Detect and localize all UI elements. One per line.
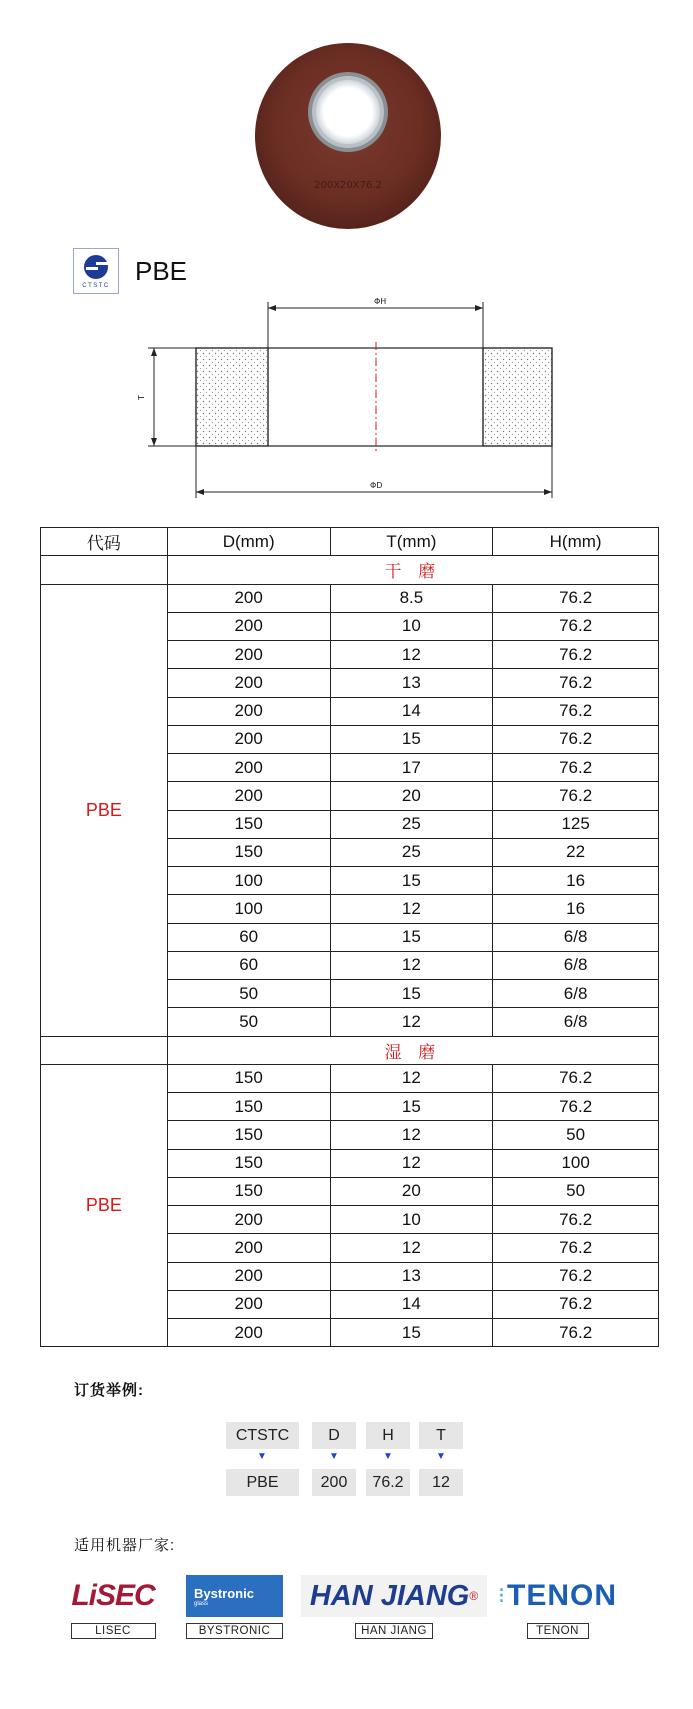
t-cell: 15 <box>330 980 493 1008</box>
h-cell: 76.2 <box>493 1290 659 1318</box>
spec-table <box>40 527 659 1347</box>
h-cell: 76.2 <box>493 1093 659 1121</box>
h-cell: 76.2 <box>493 782 659 810</box>
order-example-title: 订货举例: <box>74 1382 144 1399</box>
dimension-d-label: ΦD <box>370 481 383 490</box>
down-arrow-icon: ▼ <box>383 1451 393 1462</box>
h-cell: 76.2 <box>493 1206 659 1234</box>
grinding-wheel-photo <box>254 42 442 230</box>
t-cell: 20 <box>330 1177 493 1205</box>
t-cell: 12 <box>330 895 493 923</box>
d-cell: 200 <box>167 1319 330 1347</box>
h-cell: 76.2 <box>493 1319 659 1347</box>
d-cell: 150 <box>167 1177 330 1205</box>
t-cell: 25 <box>330 838 493 866</box>
maker-bystronic <box>186 1575 283 1639</box>
dimension-t-label: T <box>137 395 146 400</box>
bystronic-logo-text: Bystronic <box>194 1585 254 1601</box>
d-cell: 150 <box>167 1121 330 1149</box>
order-top-t: T <box>419 1422 463 1449</box>
order-top-d: D <box>312 1422 356 1449</box>
down-arrow-icon: ▼ <box>436 1451 446 1462</box>
t-cell: 12 <box>330 1008 493 1036</box>
lisec-logo-text: LiSEC <box>71 1579 155 1612</box>
d-cell: 100 <box>167 895 330 923</box>
d-cell: 200 <box>167 725 330 753</box>
h-cell: 76.2 <box>493 1234 659 1262</box>
t-cell: 10 <box>330 612 493 640</box>
table-header-row <box>41 528 659 556</box>
bystronic-logo-sub: glass <box>194 1600 209 1607</box>
section-row <box>41 1036 659 1064</box>
d-cell: 200 <box>167 641 330 669</box>
cross-section-diagram <box>130 292 580 504</box>
t-cell: 12 <box>330 1234 493 1262</box>
h-cell: 6/8 <box>493 923 659 951</box>
section-title: 干 磨 <box>167 556 658 584</box>
bystronic-logo <box>186 1575 283 1617</box>
d-cell: 60 <box>167 951 330 979</box>
t-cell: 20 <box>330 782 493 810</box>
makers-title: 适用机器厂家: <box>74 1537 176 1554</box>
header-code: 代码 <box>41 528 168 556</box>
t-cell: 12 <box>330 641 493 669</box>
t-cell: 8.5 <box>330 584 493 612</box>
d-cell: 200 <box>167 1262 330 1290</box>
product-code-cell: PBE <box>41 584 168 1036</box>
h-cell: 22 <box>493 838 659 866</box>
brand-header <box>73 248 187 294</box>
h-cell: 16 <box>493 867 659 895</box>
tenon-logo <box>498 1575 617 1617</box>
section-blank-cell <box>41 1036 168 1064</box>
d-cell: 150 <box>167 1064 330 1092</box>
dimension-h-label: ΦH <box>374 297 387 306</box>
d-cell: 60 <box>167 923 330 951</box>
hanjiang-logo <box>301 1575 487 1617</box>
t-cell: 25 <box>330 810 493 838</box>
maker-label: HAN JIANG <box>355 1623 433 1639</box>
hanjiang-logo-text: HAN JIANG <box>309 1579 470 1612</box>
table-row <box>41 1064 659 1092</box>
h-cell: 6/8 <box>493 1008 659 1036</box>
t-cell: 15 <box>330 867 493 895</box>
t-cell: 14 <box>330 697 493 725</box>
registered-mark-icon: ® <box>469 1589 479 1603</box>
h-cell: 76.2 <box>493 612 659 640</box>
h-cell: 50 <box>493 1121 659 1149</box>
t-cell: 13 <box>330 1262 493 1290</box>
d-cell: 200 <box>167 612 330 640</box>
d-cell: 200 <box>167 1206 330 1234</box>
header-t: T(mm) <box>330 528 493 556</box>
d-cell: 100 <box>167 867 330 895</box>
d-cell: 50 <box>167 980 330 1008</box>
d-cell: 50 <box>167 1008 330 1036</box>
t-cell: 15 <box>330 1093 493 1121</box>
h-cell: 76.2 <box>493 725 659 753</box>
section-title: 湿 磨 <box>167 1036 658 1064</box>
t-cell: 12 <box>330 1121 493 1149</box>
d-cell: 200 <box>167 669 330 697</box>
d-cell: 200 <box>167 1234 330 1262</box>
header-h: H(mm) <box>493 528 659 556</box>
h-cell: 76.2 <box>493 754 659 782</box>
ctstc-logo <box>73 248 119 294</box>
h-cell: 76.2 <box>493 697 659 725</box>
order-bottom-code: PBE <box>226 1469 299 1496</box>
maker-hanjiang <box>301 1575 487 1639</box>
t-cell: 15 <box>330 1319 493 1347</box>
t-cell: 12 <box>330 1064 493 1092</box>
d-cell: 150 <box>167 1149 330 1177</box>
d-cell: 150 <box>167 810 330 838</box>
h-cell: 76.2 <box>493 1262 659 1290</box>
h-cell: 76.2 <box>493 641 659 669</box>
down-arrow-icon: ▼ <box>329 1451 339 1462</box>
header-d: D(mm) <box>167 528 330 556</box>
order-top-brand: CTSTC <box>226 1422 299 1449</box>
t-cell: 10 <box>330 1206 493 1234</box>
d-cell: 200 <box>167 697 330 725</box>
tenon-logo-text: TENON <box>507 1579 617 1612</box>
t-cell: 15 <box>330 923 493 951</box>
section-blank-cell <box>41 556 168 584</box>
h-cell: 6/8 <box>493 980 659 1008</box>
ctstc-logo-text: CTSTC <box>82 283 110 289</box>
wheel-imprint: 200X20X76.2 <box>314 180 382 191</box>
h-cell: 76.2 <box>493 1064 659 1092</box>
table-row <box>41 584 659 612</box>
order-bottom-t: 12 <box>419 1469 463 1496</box>
maker-tenon <box>498 1575 617 1639</box>
t-cell: 13 <box>330 669 493 697</box>
h-cell: 76.2 <box>493 669 659 697</box>
dots-icon: ⁝ <box>498 1583 505 1608</box>
d-cell: 150 <box>167 1093 330 1121</box>
t-cell: 12 <box>330 951 493 979</box>
h-cell: 6/8 <box>493 951 659 979</box>
maker-label: TENON <box>527 1623 589 1639</box>
order-bottom-h: 76.2 <box>366 1469 410 1496</box>
maker-label: LISEC <box>71 1623 156 1639</box>
product-code-cell: PBE <box>41 1064 168 1347</box>
order-top-h: H <box>366 1422 410 1449</box>
product-title: PBE <box>135 255 188 286</box>
t-cell: 15 <box>330 725 493 753</box>
section-row <box>41 556 659 584</box>
h-cell: 125 <box>493 810 659 838</box>
d-cell: 200 <box>167 1290 330 1318</box>
t-cell: 12 <box>330 1149 493 1177</box>
down-arrow-icon: ▼ <box>257 1451 267 1462</box>
lisec-logo <box>68 1575 158 1617</box>
h-cell: 50 <box>493 1177 659 1205</box>
d-cell: 200 <box>167 754 330 782</box>
d-cell: 200 <box>167 584 330 612</box>
order-bottom-d: 200 <box>312 1469 356 1496</box>
h-cell: 76.2 <box>493 584 659 612</box>
t-cell: 17 <box>330 754 493 782</box>
maker-lisec <box>68 1575 158 1639</box>
h-cell: 100 <box>493 1149 659 1177</box>
d-cell: 200 <box>167 782 330 810</box>
h-cell: 16 <box>493 895 659 923</box>
t-cell: 14 <box>330 1290 493 1318</box>
d-cell: 150 <box>167 838 330 866</box>
maker-label: BYSTRONIC <box>186 1623 283 1639</box>
